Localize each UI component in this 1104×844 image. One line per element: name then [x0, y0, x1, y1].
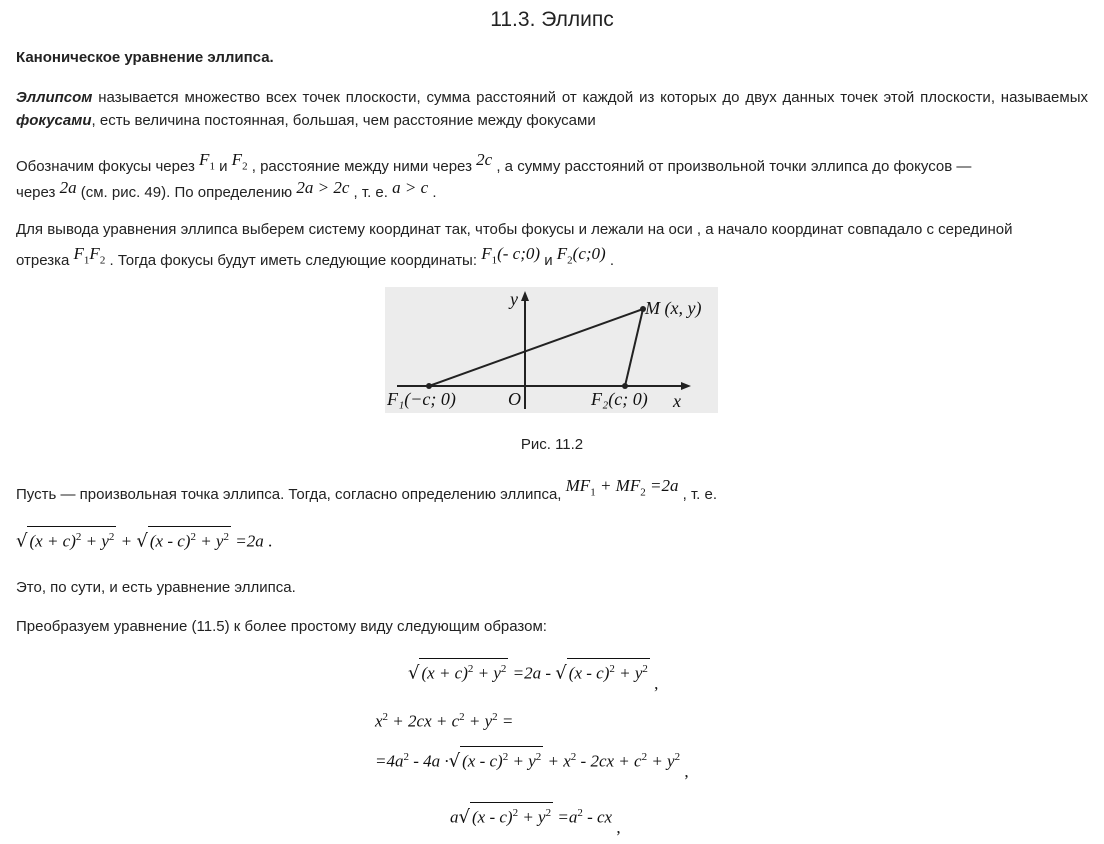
coordinate-system-line2: отрезка $F_1F_2$ . Тогда фокусы будут иметь следующие координаты: $F_1(-$ c;0) и $F_2(c;0)$ .	[16, 244, 615, 269]
transform-step2a: $x^2 + 2cx + c^2 + y^2$ =	[375, 711, 514, 731]
page-title: 11.3. Эллипс	[490, 8, 614, 31]
point-m-label: M (x, y)	[645, 298, 702, 318]
ellipse-equation-root: √ $(x + c)^2 + y^2$ + √ $(x - c)^2 + y^2 =2a$ .	[16, 526, 272, 552]
y-axis-label: y	[510, 289, 518, 309]
transform-step1: √ $(x + c)^2 + y^2 =2a$ - √ $(x - c)^2 + y^2$ ,	[408, 658, 658, 684]
section-heading: Каноническое уравнение эллипса.	[16, 49, 274, 66]
transform-intro: Преобразуем уравнение (11.5) к более простому виду следующим образом:	[16, 618, 547, 635]
segment-f2-m	[625, 309, 643, 386]
coordinate-system-line1: Для вывода уравнения эллипса выберем систему координат так, чтобы фокусы и лежали на оси , а начало координат совпадало с серединой	[16, 221, 1013, 238]
equation-note: Это, по сути, и есть уравнение эллипса.	[16, 579, 296, 596]
x-axis-label: x	[673, 391, 681, 411]
figure-caption: Рис. 11.2	[520, 436, 584, 453]
origin-label: O	[508, 389, 521, 409]
definition-paragraph: Эллипсом называется множество всех точек плоскости, сумма расстояний от каждой из которых до двух данных точек этой плоскости, называемых фокусами, есть величина постоянная, большая, чем расстояние между фокусами	[16, 89, 1088, 129]
x-axis-arrow	[681, 382, 691, 390]
foci-notation-line1: Обозначим фокусы через $F_1$ и $F_2$ , расстояние между ними через 2c , а сумму расстояний от произвольной точки эллипса до фокусов —	[16, 150, 972, 175]
y-axis-arrow	[521, 291, 529, 301]
term-ellipse: Эллипсом	[16, 89, 93, 106]
point-f1-label: F₁(−c; 0)	[387, 389, 456, 409]
foci-notation-line2: через 2a (см. рис. 49). По определению 2a > 2c , т. е. a > c .	[16, 178, 437, 201]
transform-step2b: $=4a^2 - 4a$ ·√ $(x - c)^2 + y^2 + x^2 - 2cx + c^2 + y^2$ ,	[375, 746, 689, 772]
segment-f1-m	[429, 309, 643, 386]
term-foci: фокусами	[16, 112, 92, 129]
ellipse-figure	[385, 287, 718, 413]
definition-application: Пусть — произвольная точка эллипса. Тогда, согласно определению эллипса, $MF_1 + MF_2 =2a$ , т. е.	[16, 476, 718, 503]
point-f2-label: F₂(c; 0)	[591, 389, 648, 409]
transform-step3: a√ $(x - c)^2 + y^2 =a^2$ - cx ,	[450, 802, 621, 828]
